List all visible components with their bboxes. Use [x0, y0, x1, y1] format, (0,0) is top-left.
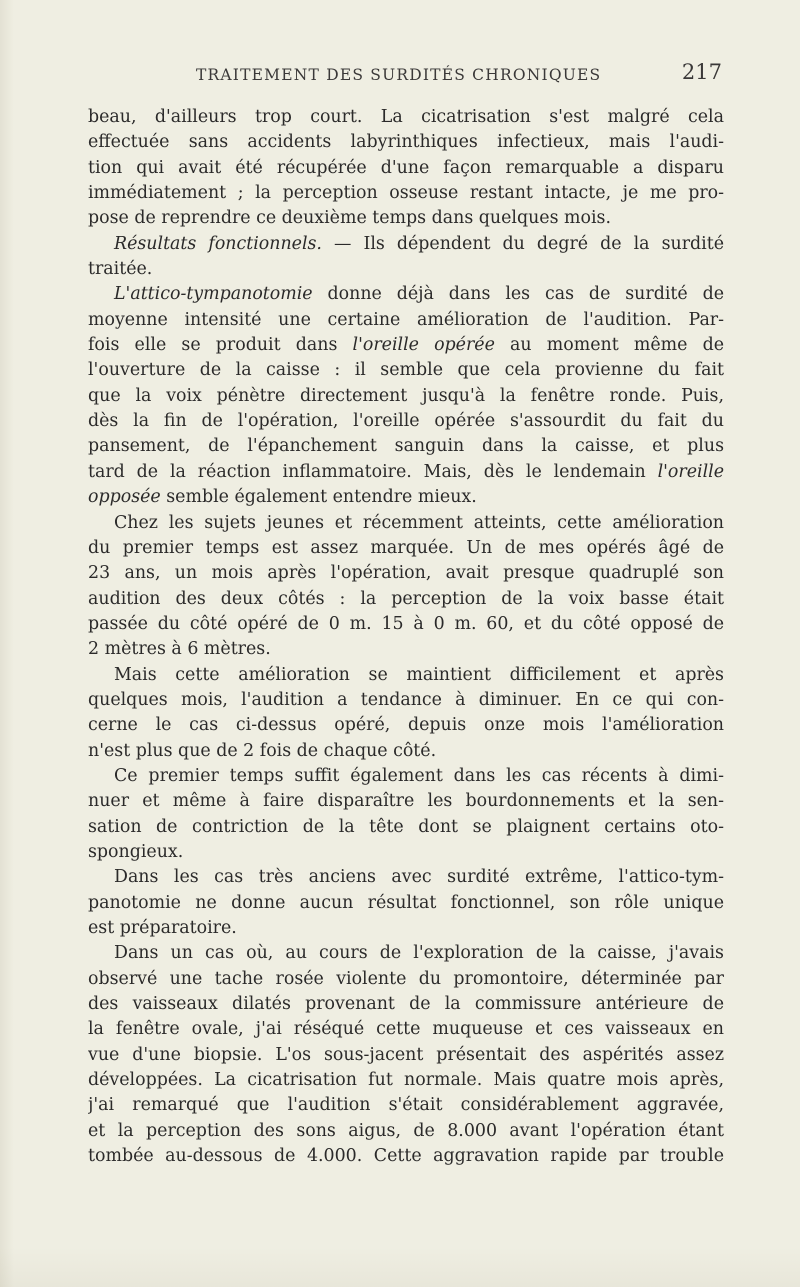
text-segment: semble également entendre mieux.	[160, 487, 477, 508]
text-line	[88, 815, 724, 840]
text-segment: fois elle se produit dans	[88, 335, 353, 356]
text-line	[88, 637, 724, 662]
text-line	[88, 384, 724, 409]
text-line	[88, 409, 724, 434]
text-line	[88, 941, 724, 966]
text-segment: tion qui avait été récupérée d'une façon remarquable a disparu	[88, 157, 724, 178]
text-line	[88, 992, 724, 1017]
text-line	[88, 663, 724, 688]
text-segment: quelques mois, l'audition a tendance à diminuer. En ce qui con-	[88, 689, 724, 710]
text-line	[88, 130, 724, 155]
text-segment: au moment même de	[494, 335, 724, 356]
text-segment: moyenne intensité une certaine amélioration de l'audition. Par-	[88, 309, 724, 330]
text-line	[88, 1119, 724, 1144]
text-line	[88, 1068, 724, 1093]
text-line	[88, 536, 724, 561]
text-line	[88, 1093, 724, 1118]
text-segment: — Ils dépendent du degré de la surdité	[321, 233, 724, 254]
text-segment: 2 mètres à 6 mètres.	[88, 639, 271, 660]
text-line	[88, 358, 724, 383]
text-segment: Ce premier temps suffit également dans les cas récents à dimi-	[114, 765, 724, 786]
text-line	[88, 688, 724, 713]
text-line	[88, 840, 724, 865]
text-segment: dès la fin de l'opération, l'oreille opérée s'assourdit du fait du	[88, 411, 724, 432]
text-line	[88, 257, 724, 282]
text-segment: traitée.	[88, 259, 153, 280]
text-segment: immédiatement ; la perception osseuse restant intacte, je me pro-	[88, 183, 724, 204]
text-segment: 23 ans, un mois après l'opération, avait presque quadruplé son	[88, 563, 724, 584]
text-segment: et la perception des sons aigus, de 8.000 avant l'opération étant	[88, 1120, 724, 1141]
text-line	[88, 511, 724, 536]
text-line	[88, 865, 724, 890]
text-segment: sation de contriction de la tête dont se plaignent certains oto-	[88, 816, 724, 837]
text-segment: cerne le cas ci-dessus opéré, depuis onze mois l'amélioration	[88, 715, 724, 736]
text-line	[88, 612, 724, 637]
italic-text: Résultats fonctionnels.	[114, 233, 322, 254]
italic-text: opposée	[88, 487, 161, 508]
text-line	[88, 156, 724, 181]
text-line	[88, 891, 724, 916]
italic-text: L'attico-tympanotomie	[114, 284, 313, 305]
text-line	[88, 206, 724, 231]
italic-text: l'oreille opérée	[352, 335, 495, 356]
text-segment: panotomie ne donne aucun résultat fonctionnel, son rôle unique	[88, 892, 724, 913]
text-line	[88, 460, 724, 485]
text-segment: audition des deux côtés : la perception de la voix basse était	[88, 588, 724, 609]
text-segment: la fenêtre ovale, j'ai réséqué cette muqueuse et ces vaisseaux en	[88, 1019, 724, 1040]
text-segment: Dans les cas très anciens avec surdité extrême, l'attico-tym-	[114, 867, 724, 888]
text-line	[88, 1017, 724, 1042]
text-line	[88, 105, 724, 130]
text-line	[88, 739, 724, 764]
text-line	[88, 764, 724, 789]
text-line	[88, 333, 724, 358]
text-line	[88, 713, 724, 738]
text-line	[88, 485, 724, 510]
text-segment: pansement, de l'épanchement sanguin dans la caisse, et plus	[88, 436, 724, 457]
text-line	[88, 916, 724, 941]
text-segment: spongieux.	[88, 841, 184, 862]
text-segment: passée du côté opéré de 0 m. 15 à 0 m. 60, et du côté opposé de	[88, 613, 724, 634]
text-segment: du premier temps est assez marquée. Un de mes opérés âgé de	[88, 537, 724, 558]
text-line	[88, 967, 724, 992]
text-segment: Chez les sujets jeunes et récemment atteints, cette amélioration	[114, 512, 724, 533]
text-line	[88, 789, 724, 814]
italic-text: l'oreille	[657, 461, 724, 482]
body-text	[88, 105, 724, 1169]
text-line	[88, 1043, 724, 1068]
text-segment: Dans un cas où, au cours de l'exploration de la caisse, j'avais	[114, 943, 724, 964]
text-segment: des vaisseaux dilatés provenant de la commissure antérieure de	[88, 994, 724, 1015]
running-title: TRAITEMENT DES SURDITÉS CHRONIQUES	[196, 66, 602, 84]
text-segment: observé une tache rosée violente du promontoire, déterminée par	[88, 968, 724, 989]
text-line	[88, 181, 724, 206]
text-segment: n'est plus que de 2 fois de chaque côté.	[88, 740, 437, 761]
text-line	[88, 1144, 724, 1169]
text-line	[88, 587, 724, 612]
text-segment: effectuée sans accidents labyrinthiques infectieux, mais l'audi-	[88, 132, 724, 153]
text-segment: Mais cette amélioration se maintient difficilement et après	[114, 664, 724, 685]
text-line	[88, 282, 724, 307]
text-segment: vue d'une biopsie. L'os sous-jacent présentait des aspérités assez	[88, 1044, 724, 1065]
text-segment: j'ai remarqué que l'audition s'était considérablement aggravée,	[88, 1095, 724, 1116]
text-segment: pose de reprendre ce deuxième temps dans quelques mois.	[88, 208, 612, 229]
text-segment: tombée au-dessous de 4.000. Cette aggravation rapide par trouble	[88, 1146, 724, 1167]
page-header	[88, 58, 724, 88]
text-segment: que la voix pénètre directement jusqu'à la fenêtre ronde. Puis,	[88, 385, 724, 406]
page-number: 217	[681, 60, 722, 84]
text-segment: nuer et même à faire disparaître les bourdonnements et la sen-	[88, 791, 724, 812]
text-line	[88, 232, 724, 257]
text-line	[88, 308, 724, 333]
text-segment: donne déjà dans les cas de surdité de	[312, 284, 724, 305]
text-line	[88, 434, 724, 459]
text-line	[88, 561, 724, 586]
text-segment: tard de la réaction inflammatoire. Mais, dès le lendemain	[88, 461, 658, 482]
text-segment: beau, d'ailleurs trop court. La cicatrisation s'est malgré cela	[88, 107, 724, 127]
text-segment: développées. La cicatrisation fut normale. Mais quatre mois après,	[88, 1070, 724, 1091]
text-segment: est préparatoire.	[88, 918, 237, 938]
text-segment: l'ouverture de la caisse : il semble que cela provienne du fait	[88, 360, 724, 381]
